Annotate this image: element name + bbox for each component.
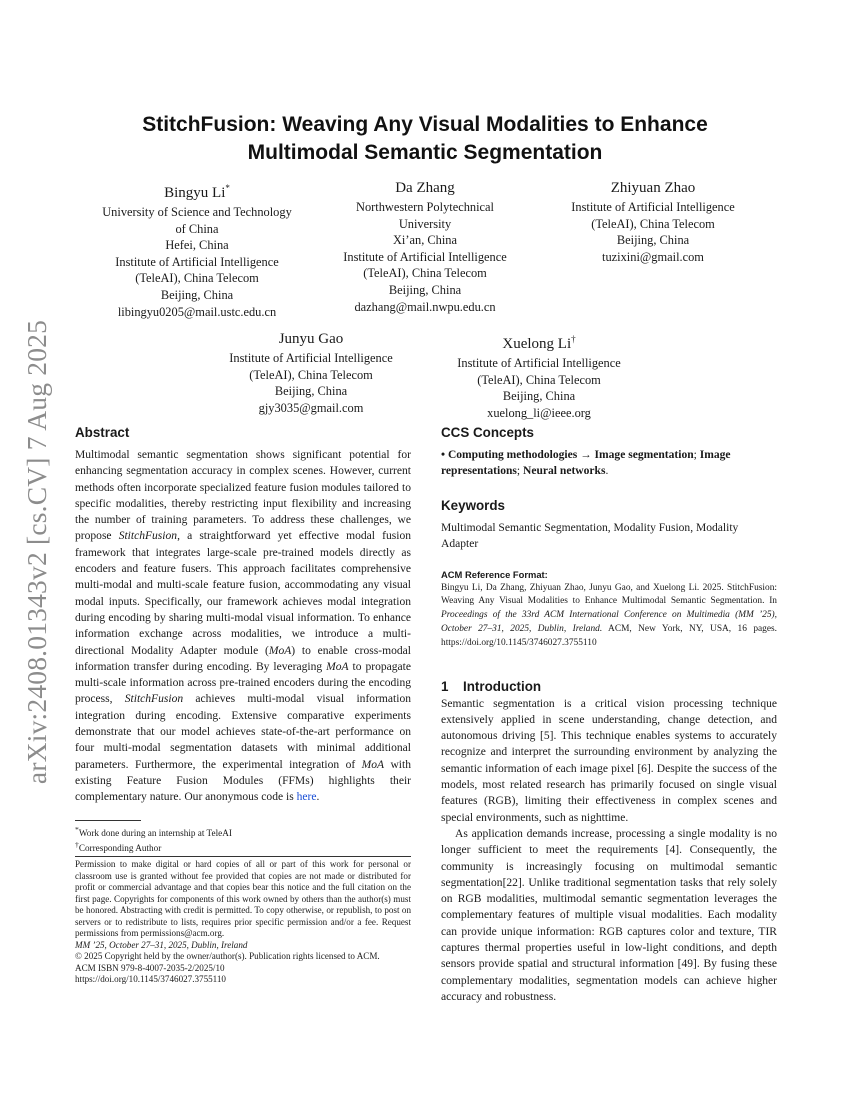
code-link[interactable]: here — [296, 791, 317, 804]
author-affiliation-line: Beijing, China — [160, 287, 234, 302]
author-block — [82, 179, 312, 320]
author-affiliation-line: Institute of Artificial Intelligence — [115, 254, 279, 269]
left-column — [75, 424, 411, 855]
author-name: Junyu Gao — [278, 331, 344, 347]
ccs-heading: CCS Concepts — [441, 425, 535, 440]
reference-heading: ACM Reference Format: — [441, 568, 548, 580]
author-email: dazhang@mail.nwpu.edu.cn — [354, 299, 496, 314]
author-affiliation-line: Northwestern Polytechnical — [356, 200, 494, 214]
author-affiliation-line: (TeleAI), China Telecom — [249, 367, 373, 382]
author-affiliation-line: Institute of Artificial Intelligence — [229, 351, 393, 365]
author-affiliation-line: Hefei, China — [165, 238, 229, 253]
permission-text: Permission to make digital or hard copies of all or part of this work for personal or classroom use is granted without fee provided that copies are not made or distributed for profit or commercial advantage and that copies bear this notice and the full citation on the first page. Copyrights for components of this work owned by others than the author(s) must be honored. Abstracting with credit is permitted. To copy otherwise, or republish, to post on servers or to redistribute to lists, requires prior specific permission and/or a fee. Request permissions from permissions@acm.org. — [75, 859, 411, 939]
title-line-2: Multimodal Semantic Segmentation — [247, 141, 603, 164]
paper-title — [75, 111, 775, 167]
right-column — [441, 424, 777, 1005]
author-block — [424, 330, 654, 421]
copyright-line: © 2025 Copyright held by the owner/author(s). Publication rights licensed to ACM. — [75, 951, 380, 962]
introduction-section — [441, 679, 777, 1006]
author-affiliation-line: Beijing, China — [502, 389, 576, 404]
acm-reference-format — [441, 569, 777, 651]
permission-block — [75, 856, 411, 986]
author-name: Xuelong Li† — [502, 334, 576, 352]
footnote: †Corresponding Author — [75, 840, 162, 854]
author-affiliation-line: Institute of Artificial Intelligence — [571, 200, 735, 214]
author-email: xuelong_li@ieee.org — [487, 405, 591, 420]
isbn-line: ACM ISBN 979-8-4007-2035-2/2025/10 — [75, 962, 225, 973]
conference-line: MM ’25, October 27–31, 2025, Dublin, Ireland — [75, 939, 248, 950]
keywords-text: Multimodal Semantic Segmentation, Modality Fusion, Modality Adapter — [441, 522, 739, 551]
author-affiliation-line: (TeleAI), China Telecom — [477, 372, 601, 387]
author-affiliation-line: Institute of Artificial Intelligence — [457, 356, 621, 370]
keywords-heading: Keywords — [441, 498, 505, 513]
abstract-text: Multimodal semantic segmentation shows significant potential for enhancing segmentation accuracy in complex scenes. However, current methods often incorporate specialized feature fusion modules tailored to specific modalities, thereby restricting input flexibility and increasing the number of training parameters. To address these challenges, we propose StitchFusion, a straightforward yet effective modal fusion framework that integrates large-scale pre-trained models directly as encoders and feature fusers. This approach facilitates comprehensive multi-modal and multi-scale feature fusion, accommodating any visual modal inputs. Specifically, our framework achieves modal integration during encoding by sharing multi-modal visual information. To enhance information exchange across modalities, we introduce a multi-directional Modality Adapter module (MoA) to enable cross-modal information transfer during encoding. By leveraging MoA to propagate multi-scale information across pre-trained encoders during the encoding process, StitchFusion achieves multi-modal visual information integration during encoding. Extensive comparative experiments demonstrate that our model achieves state-of-the-art performance on four multi-modal segmentation datasets with minimal additional parameters. Furthermore, the experimental integration of MoA with existing Feature Fusion Modules (FFMs) highlights their complementary nature. Our anonymous code is here. — [75, 449, 411, 804]
author-affiliation-line: Beijing, China — [616, 233, 690, 248]
author-affiliation-line: (TeleAI), China Telecom — [591, 216, 715, 231]
intro-paragraph: As application demands increase, processing a single modality is no longer sufficient to meet the requirements [4]. Consequently, the community is increasingly focusing on multimodal semantic segmentation[22]. Unlike traditional segmentation tasks that rely solely on RGB modalities, multimodal semantic segmentation leverages the complementary features of multiple visual modalities. Each modality can provide unique information: RGB captures color and texture, TIR captures thermal properties useful in low-light conditions, and depth sensors provide spatial and structural information [49]. By fusing these complementary modalities, segmentation models can achieve higher accuracy and robustness. — [441, 827, 777, 1003]
abstract-heading: Abstract — [75, 425, 130, 440]
author-affiliation-line: Beijing, China — [274, 384, 348, 399]
title-line-1: StitchFusion: Weaving Any Visual Modalities to Enhance — [142, 113, 708, 136]
arxiv-id: arXiv:2408.01343v2 [cs.CV] 7 Aug 2025 — [21, 319, 52, 785]
author-affiliation-line: Institute of Artificial Intelligence — [343, 249, 507, 264]
footnote-divider — [75, 820, 141, 821]
doi-line[interactable]: https://doi.org/10.1145/3746027.3755110 — [75, 974, 226, 985]
author-affiliation-line: University — [398, 216, 452, 231]
author-email: libingyu0205@mail.ustc.edu.cn — [117, 304, 277, 319]
author-block — [538, 179, 768, 265]
author-email: gjy3035@gmail.com — [258, 400, 364, 415]
author-affiliation-line: Beijing, China — [388, 282, 462, 297]
ccs-concepts: • Computing methodologies → Image segmentation; Image representations; Neural networks. — [441, 449, 731, 477]
footnote: *Work done during an internship at TeleAI — [75, 824, 232, 838]
author-affiliation-line: (TeleAI), China Telecom — [135, 271, 259, 286]
author-affiliation-line: Xi’an, China — [392, 233, 457, 248]
author-email: tuzixini@gmail.com — [602, 249, 704, 264]
author-affiliation-line: University of Science and Technology — [102, 205, 292, 219]
author-name: Zhiyuan Zhao — [610, 180, 696, 196]
introduction-heading: 1 Introduction — [441, 678, 542, 694]
author-affiliation-line: of China — [175, 221, 219, 236]
author-name: Da Zhang — [395, 180, 455, 196]
arxiv-sidebar-stamp — [14, 312, 60, 792]
author-name: Bingyu Li* — [164, 183, 230, 201]
intro-paragraph: Semantic segmentation is a critical vision processing technique extensively applied in scene understanding, change detection, and autonomous driving [5]. This technique enables systems to accurately recognize and interpret the surrounding environment by analyzing the semantic information of each image pixel [6]. Despite the success of the models, most related research has primarily focused on single visual features (RGB), limiting their effectiveness in complex scenes and special environments, such as nighttime. — [441, 697, 777, 824]
author-block — [310, 179, 540, 315]
author-block — [196, 330, 426, 416]
reference-text: Bingyu Li, Da Zhang, Zhiyuan Zhao, Junyu Gao, and Xuelong Li. 2025. StitchFusion: Weaving Any Visual Modalities to Enhance Multimodal Semantic Segmentation. In Proceedings of the 33rd ACM International Conference on Multimedia (MM ’25), October 27–31, 2025, Dublin, Ireland. ACM, New York, NY, USA, 16 pages. https://doi.org/10.1145/3746027.3755110 — [441, 582, 778, 648]
author-affiliation-line: (TeleAI), China Telecom — [363, 266, 487, 281]
